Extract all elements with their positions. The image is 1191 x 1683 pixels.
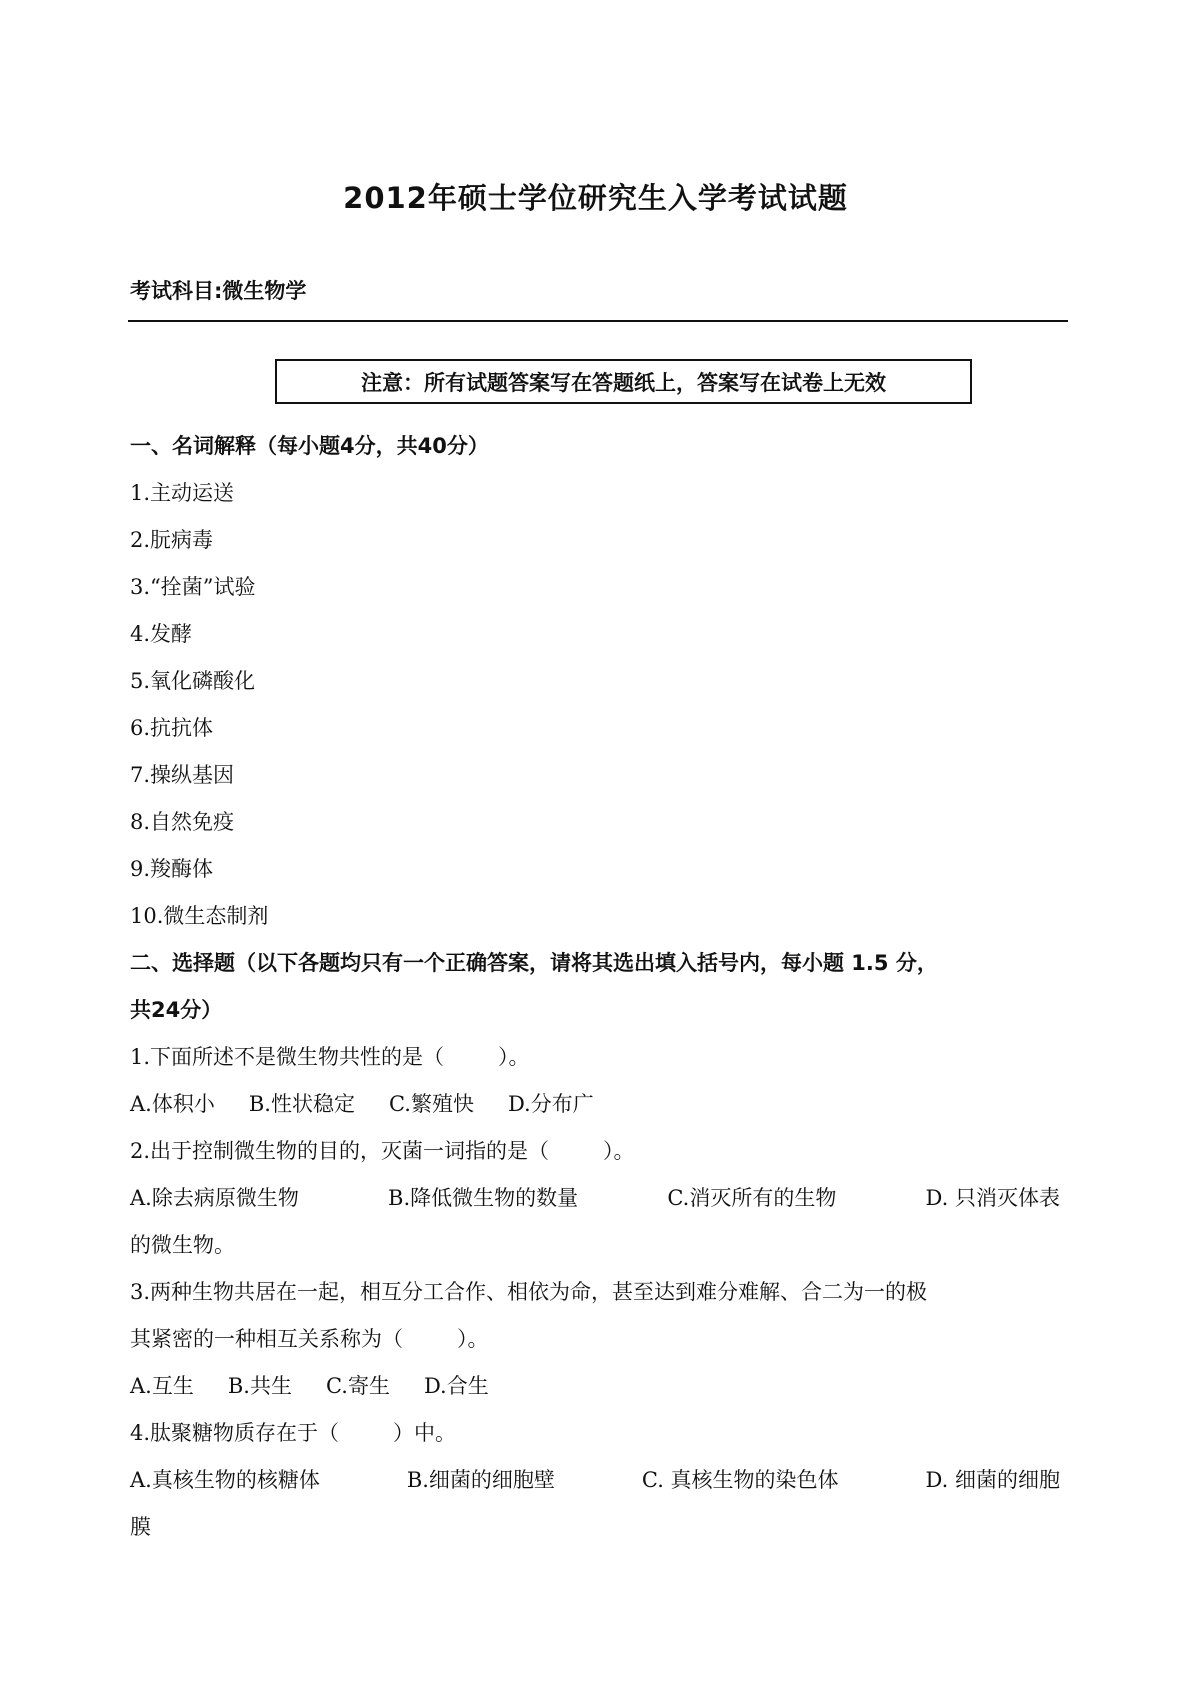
option-d: D.合生 [423, 1374, 489, 1398]
section1-heading: 一、名词解释（每小题4分，共40分） [130, 434, 489, 458]
option-d: D. 细菌的细胞 [925, 1468, 1060, 1492]
question-stem [130, 1410, 1060, 1457]
question-stem [130, 1316, 1060, 1363]
header-divider [128, 320, 1068, 322]
term-item: 4.发酵 [130, 622, 193, 646]
stem-text: 4.肽聚糖物质存在于（ [130, 1421, 340, 1445]
option-d: D. 只消灭体表 [925, 1186, 1060, 1210]
page-title: 2012年硕士学位研究生入学考试试题 [343, 181, 848, 215]
stem-text-end: ）。 [457, 1327, 489, 1351]
question-stem-line1: 3.两种生物共居在一起，相互分工合作、相依为命，甚至达到难分难解、合二为一的极 [130, 1280, 928, 1304]
term-item: 2.朊病毒 [130, 528, 214, 552]
option-c: C.繁殖快 [388, 1092, 474, 1116]
option-b: B.性状稳定 [248, 1092, 355, 1116]
notice-box: 注意：所有试题答案写在答题纸上，答案写在试卷上无效 [275, 359, 972, 404]
option-a: A.除去病原微生物 [130, 1186, 299, 1210]
term-item: 7.操纵基因 [130, 763, 235, 787]
stem-text-end: ）。 [603, 1139, 635, 1163]
option-b: B.细菌的细胞壁 [406, 1468, 555, 1492]
term-item: 8.自然免疫 [130, 810, 235, 834]
question-stem [130, 1128, 1060, 1175]
exam-subject: 考试科目:微生物学 [130, 279, 307, 303]
option-a: A.体积小 [130, 1092, 215, 1116]
question-options [130, 1175, 1060, 1222]
section2-heading-line1: 二、选择题（以下各题均只有一个正确答案，请将其选出填入括号内，每小题 1.5 分， [130, 951, 938, 975]
option-a: A.互生 [130, 1374, 194, 1398]
question-options [130, 1363, 1060, 1410]
question-options [130, 1457, 1060, 1504]
term-item: 1.主动运送 [130, 481, 235, 505]
term-item: 9.羧酶体 [130, 857, 214, 881]
option-c: C. 真核生物的染色体 [641, 1468, 839, 1492]
option-a: A.真核生物的核糖体 [130, 1468, 320, 1492]
stem-text: 2.出于控制微生物的目的，灭菌一词指的是（ [130, 1139, 550, 1163]
question-options [130, 1081, 1060, 1128]
term-item: 6.抗抗体 [130, 716, 214, 740]
stem-text-end: ）中。 [393, 1421, 457, 1445]
section2-heading-line2: 共24分） [130, 998, 223, 1022]
question-stem [130, 1034, 1060, 1081]
option-continuation: 的微生物。 [130, 1233, 235, 1257]
stem-text-end: ）。 [498, 1045, 530, 1069]
option-b: B.降低微生物的数量 [388, 1186, 579, 1210]
exam-content [130, 423, 1060, 1551]
stem-text: 1.下面所述不是微生物共性的是（ [130, 1045, 445, 1069]
term-item: 3.“拴菌”试验 [130, 575, 256, 599]
option-c: C.消灭所有的生物 [667, 1186, 837, 1210]
stem-text: 其紧密的一种相互关系称为（ [130, 1327, 403, 1351]
option-c: C.寄生 [325, 1374, 390, 1398]
option-continuation: 膜 [130, 1515, 151, 1539]
term-item: 10.微生态制剂 [130, 904, 269, 928]
term-item: 5.氧化磷酸化 [130, 669, 256, 693]
option-d: D.分布广 [507, 1092, 594, 1116]
option-b: B.共生 [227, 1374, 292, 1398]
